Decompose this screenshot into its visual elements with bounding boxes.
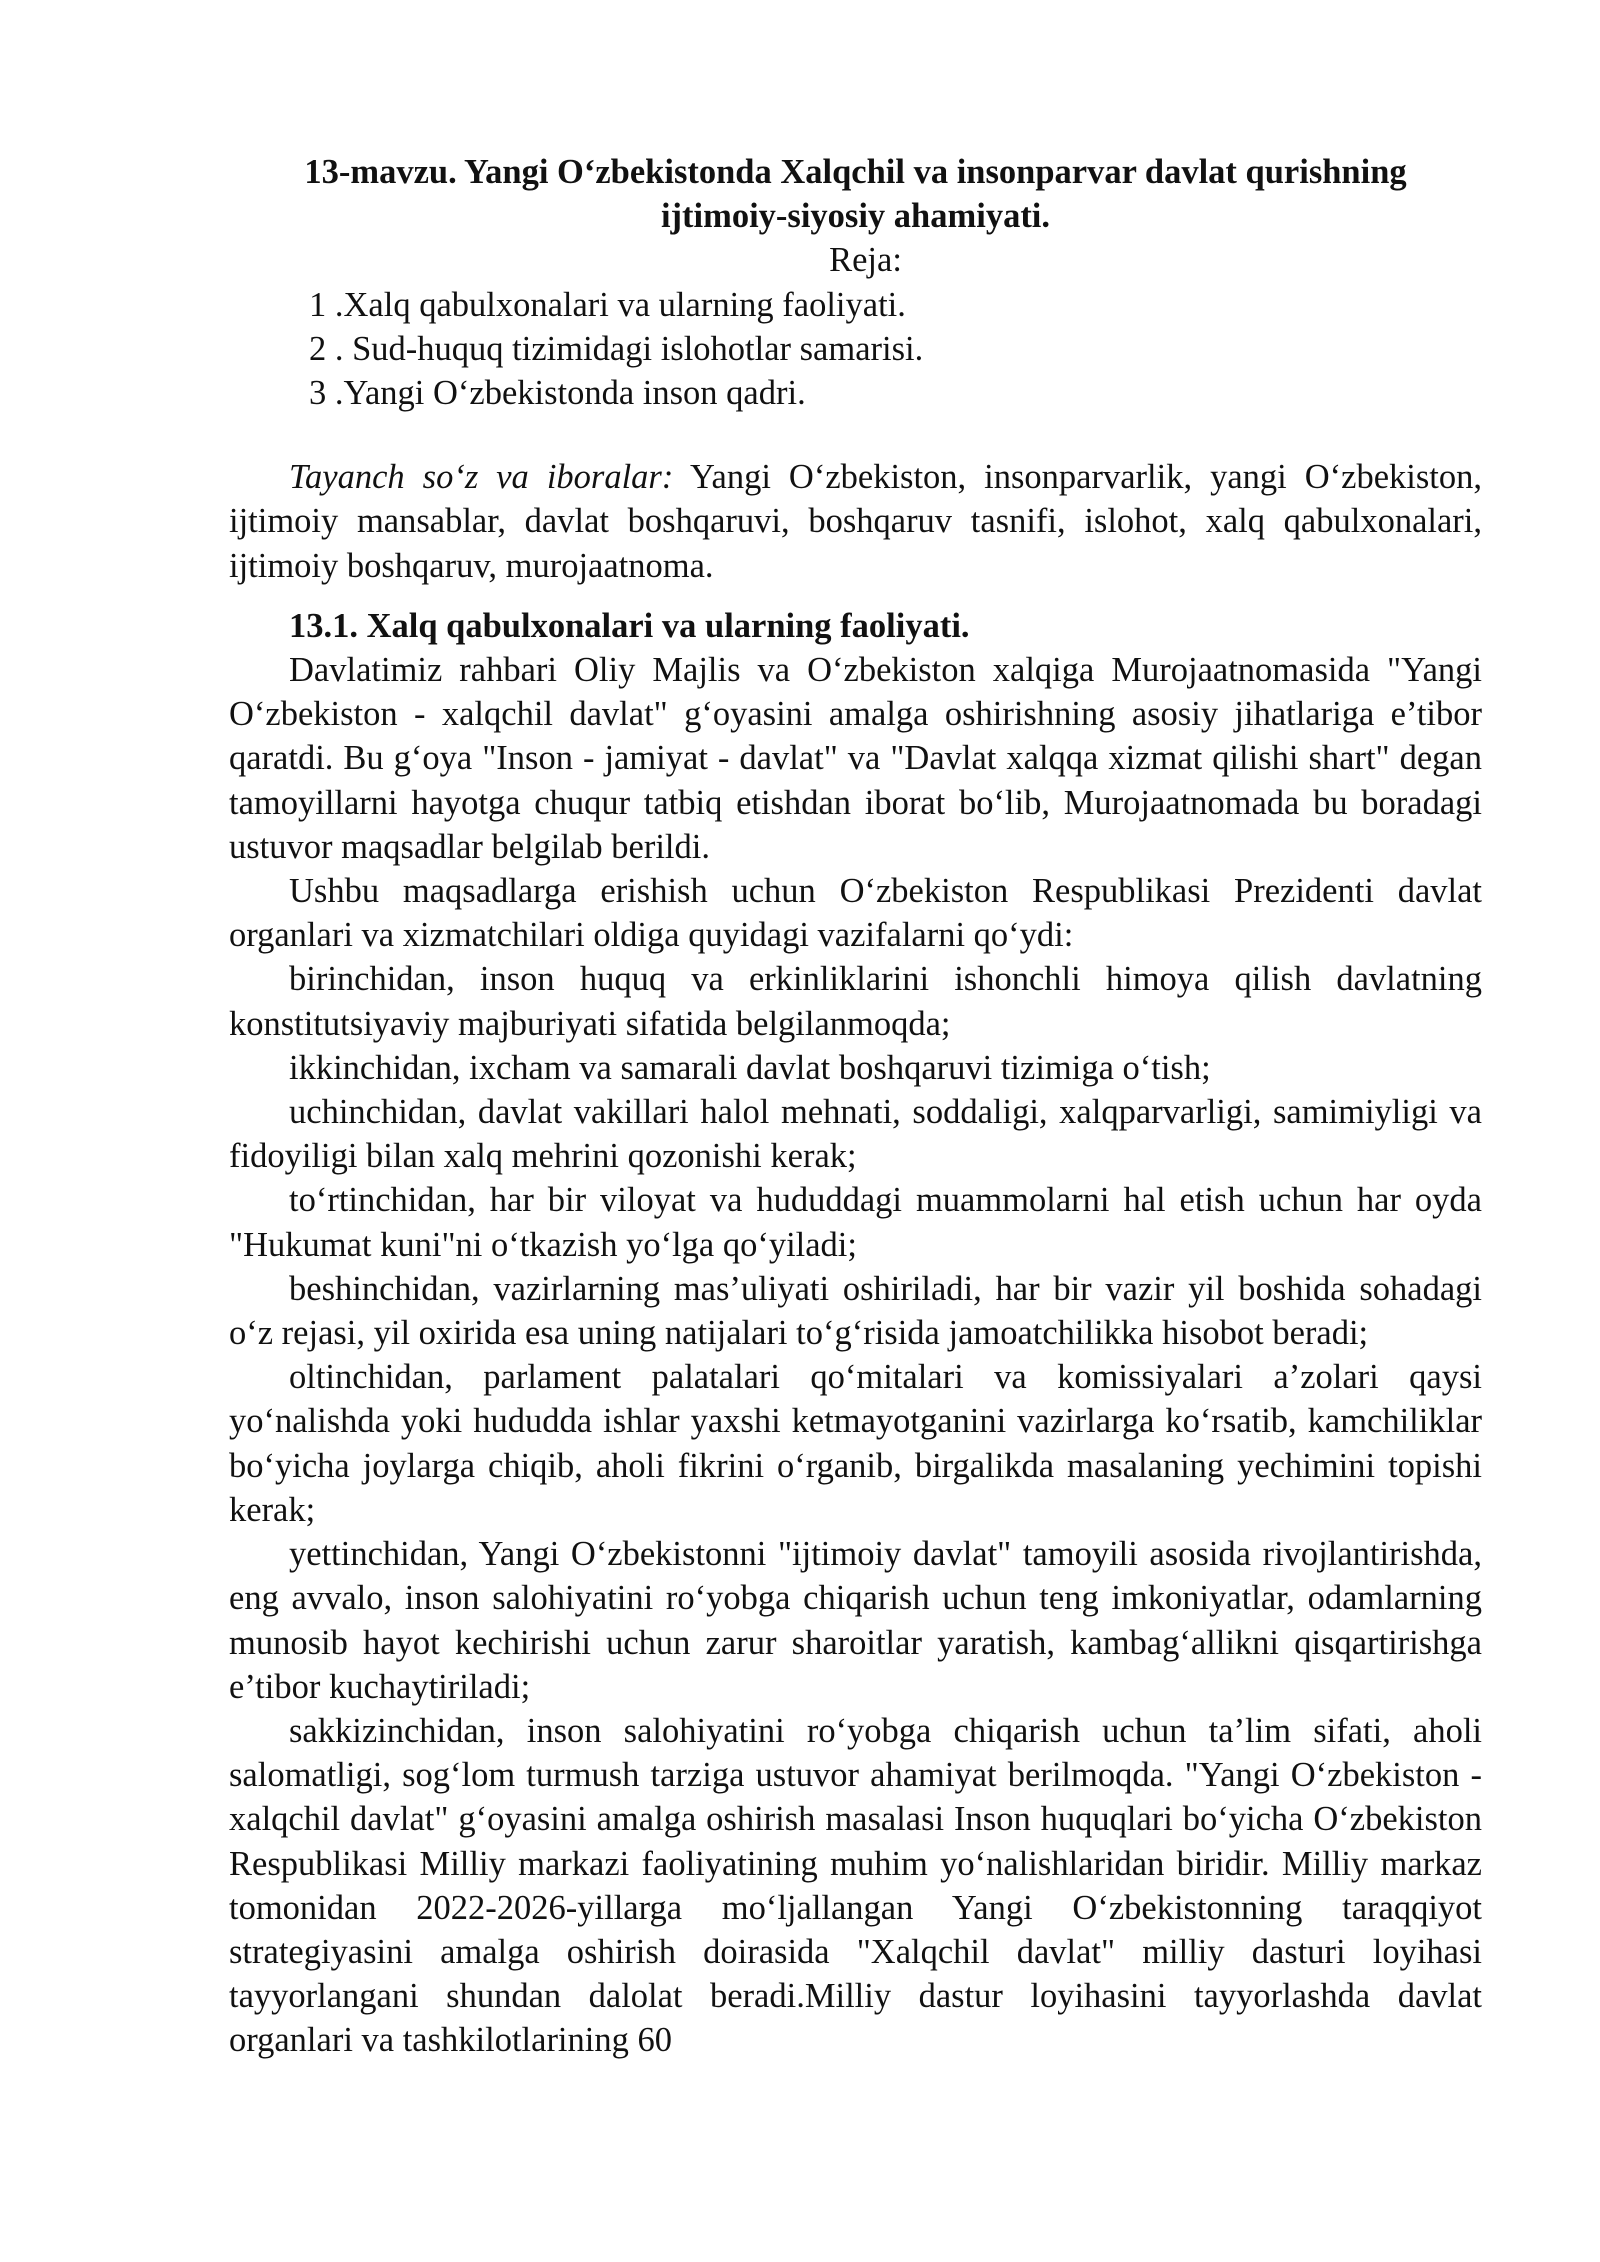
body-paragraph: yettinchidan, Yangi O‘zbekistonni "ijtimoiy davlat" tamoyili asosida rivojlantirishda, eng avvalo, inson salohiyatini ro‘yobga chiqarish uchun teng imkoniyatlar, odamlarning munosib hayot kechirishi uchun zarur sharoitlar yaratish, kambag‘allikni qisqartirishga e’tibor kuchaytiriladi; bbox=[229, 1535, 1482, 1706]
plan-list bbox=[229, 283, 1482, 416]
keywords-label: Tayanch so‘z va iboralar: bbox=[289, 458, 674, 497]
plan-item: 2 . Sud-huquq tizimidagi islohotlar samarisi. bbox=[309, 329, 924, 368]
body-paragraph: uchinchidan, davlat vakillari halol mehnati, soddaligi, xalqparvarligi, samimiyligi va fidoyiligi bilan xalq mehrini qozonishi kerak; bbox=[229, 1093, 1482, 1176]
spacer bbox=[229, 415, 1482, 455]
page-title: 13-mavzu. Yangi O‘zbekistonda Xalqchil va insonparvar davlat qurishning ijtimoiy-siyosiy ahamiyati. bbox=[304, 153, 1407, 236]
plan-item: 1 .Xalq qabulxonalari va ularning faoliyati. bbox=[309, 285, 906, 324]
body-paragraph: ikkinchidan, ixcham va samarali davlat boshqaruvi tizimiga o‘tish; bbox=[289, 1048, 1211, 1087]
body-paragraph: Ushbu maqsadlarga erishish uchun O‘zbekiston Respublikasi Prezidenti davlat organlari va xizmatchilari oldiga quyidagi vazifalarni qo‘ydi: bbox=[229, 872, 1482, 955]
plan-heading: Reja: bbox=[829, 241, 902, 280]
body-paragraph: oltinchidan, parlament palatalari qo‘mitalari va komissiyalari a’zolari qaysi yo‘nalishda yoki hududda ishlar yaxshi ketmayotganini vazirlarga ko‘rsatib, kamchiliklar bo‘yicha joylarga chiqib, aholi fikrini o‘rganib, birgalikda masalaning yechimini topishi kerak; bbox=[229, 1358, 1482, 1529]
body-paragraph: to‘rtinchidan, har bir viloyat va hududdagi muammolarni hal etish uchun har oyda "Hukumat kuni"ni o‘tkazish yo‘lga qo‘yiladi; bbox=[229, 1181, 1482, 1264]
keywords-text: Yangi O‘zbekiston, insonparvarlik, yangi O‘zbekiston, ijtimoiy mansablar, davlat boshqaruvi, boshqaruv tasnifi, islohot, xalq qabulxonalari, ijtimoiy boshqaruv, murojaatnoma. bbox=[229, 458, 1482, 585]
keywords-paragraph bbox=[229, 455, 1482, 588]
body-paragraph: sakkizinchidan, inson salohiyatini ro‘yobga chiqarish uchun ta’lim sifati, aholi salomatligi, sog‘lom turmush tarziga ustuvor ahamiyat berilmoqda. "Yangi O‘zbekiston - xalqchil davlat" g‘oyasini amalga oshirish masalasi Inson huquqlari bo‘yicha O‘zbekiston Respublikasi Milliy markazi faoliyatining muhim yo‘nalishlaridan biridir. Milliy markaz tomonidan 2022-2026-yillarga mo‘ljallangan Yangi O‘zbekistonning taraqqiyot strategiyasini amalga oshirish doirasida "Xalqchil davlat" milliy dasturi loyihasi tayyorlangani shundan dalolat beradi.Milliy dastur loyihasini tayyorlashda davlat organlari va tashkilotlarining 60 bbox=[229, 1711, 1482, 2060]
plan-item: 3 .Yangi O‘zbekistonda inson qadri. bbox=[309, 374, 806, 413]
spacer bbox=[229, 588, 1482, 604]
body-paragraph: birinchidan, inson huquq va erkinliklarini ishonchli himoya qilish davlatning konstitutsiyaviy majburiyati sifatida belgilanmoqda; bbox=[229, 960, 1482, 1043]
body-paragraph: Davlatimiz rahbari Oliy Majlis va O‘zbekiston xalqiga Murojaatnomasida "Yangi O‘zbekiston - xalqchil davlat" g‘oyasini amalga oshirishning asosiy jihatlariga e’tibor qaratdi. Bu g‘oya "Inson - jamiyat - davlat" va "Davlat xalqqa xizmat qilishi shart" degan tamoyillarni hayotga chuqur tatbiq etishdan iborat bo‘lib, Murojaatnomada bu boradagi ustuvor maqsadlar belgilab berildi. bbox=[229, 651, 1482, 866]
body-paragraph: beshinchidan, vazirlarning mas’uliyati oshiriladi, har bir vazir yil boshida sohadagi o‘z rejasi, yil oxirida esa uning natijalari to‘g‘risida jamoatchilikka hisobot beradi; bbox=[229, 1269, 1482, 1353]
page-content bbox=[229, 150, 1482, 2063]
section-heading: 13.1. Xalq qabulxonalari va ularning faoliyati. bbox=[289, 606, 970, 645]
